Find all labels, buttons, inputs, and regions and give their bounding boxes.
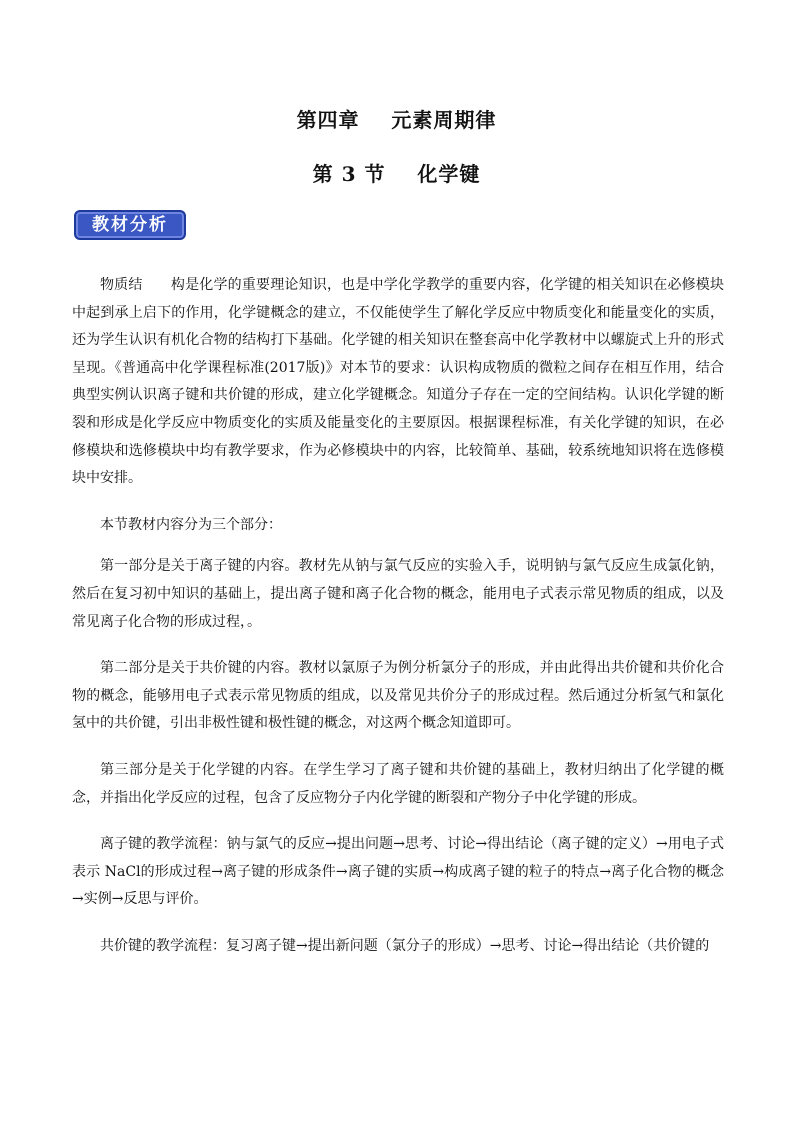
paragraph-part-one: 第一部分是关于离子键的内容。教材先从钠与氯气反应的实验入手，说明钠与氯气反应生成氯化钠，然后在复习初中知识的基础上，提出离子键和离子化合物的概念，能用电子式表示常见物质的组成，以及常见离子化合物的形成过程，。: [72, 558, 724, 630]
paragraph-ionic-bond-flow: 离子键的教学流程：钠与氯气的反应→提出问题→思考、讨论→得出结论（离子键的定义）→用电子式表示 NaCl的形成过程→离子键的形成条件→离子键的实质→构成离子键的粒子的特点→离子化合物的概念→实例→反思与评价。: [72, 836, 724, 908]
paragraph-intro: 物质结 构是化学的重要理论知识，也是中学化学教学的重要内容，化学键的相关知识在必修模块中起到承上启下的作用，化学键概念的建立，不仅能使学生了解化学反应中物质变化和能量变化的实质，还为学生认识有机化合物的结构打下基础。化学键的相关知识在整套高中化学教材中以螺旋式上升的形式呈现。《普通高中化学课程标准(2017版)》对本节的要求：认识构成物质的微粒之间存在相互作用，结合典型实例认识离子键和共价键的形成，建立化学键概念。知道分子存在一定的空间结构。认识化学键的断裂和形成是化学反应中物质变化的实质及能量变化的主要原因。根据课程标准，有关化学键的知识，在必修模块和选修模块中均有教学要求，作为必修模块中的内容，比较简单、基础，较系统地知识将在选修模块中安排。: [72, 277, 724, 487]
paragraph-covalent-bond-flow: 共价键的教学流程：复习离子键→提出新问题（氯分子的形成）→思考、讨论→得出结论（共价键的: [100, 937, 710, 954]
paragraph-parts-summary: 本节教材内容分为三个部分：: [100, 516, 282, 533]
paragraph-part-three: 第三部分是关于化学键的内容。在学生学习了离子键和共价键的基础上，教材归纳出了化学键的概念，并指出化学反应的过程，包含了反应物分子内化学键的断裂和产物分子中化学键的形成。: [72, 761, 724, 806]
section-title: 第 3 节 化学键: [312, 162, 481, 186]
chapter-title: 第四章 元素周期律: [296, 108, 497, 132]
section-badge-textbook-analysis: 教材分析: [74, 210, 186, 240]
paragraph-part-two: 第二部分是关于共价键的内容。教材以氯原子为例分析氯分子的形成，并由此得出共价键和共价化合物的概念，能够用电子式表示常见物质的组成，以及常见共价分子的形成过程。然后通过分析氢气和氯化氢中的共价键，引出非极性键和极性键的概念，对这两个概念知道即可。: [72, 660, 724, 732]
body-text: [72, 272, 724, 979]
